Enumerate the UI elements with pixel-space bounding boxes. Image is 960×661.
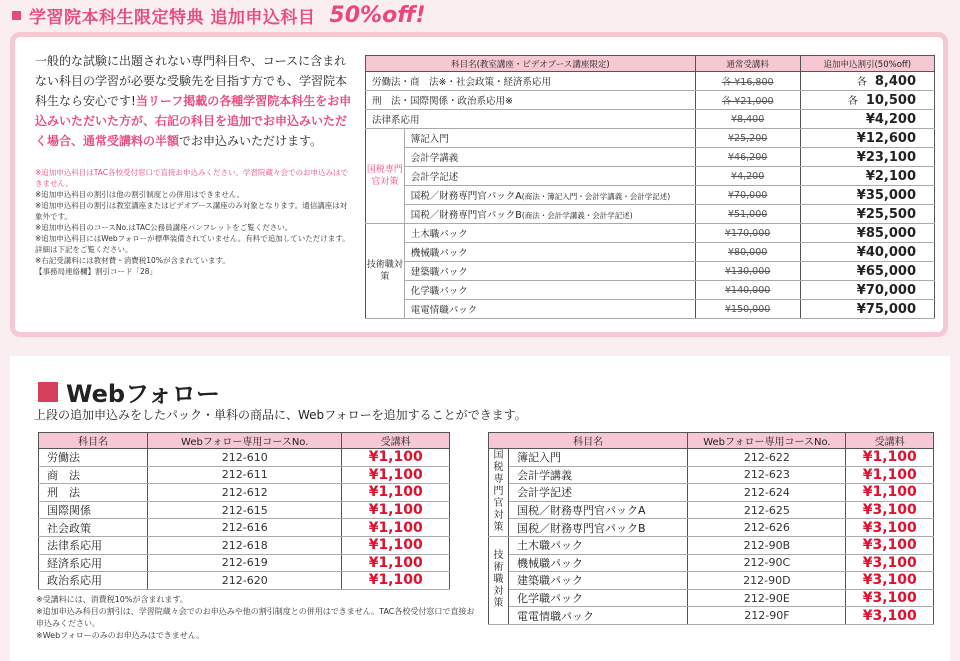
subject-note: (商法・会計学講義・会計学記述): [521, 211, 633, 220]
subject-name: 法律系応用: [39, 536, 148, 554]
table-row: [489, 501, 934, 519]
table-row: [489, 536, 934, 554]
discount-value: ¥4,200: [865, 111, 916, 127]
subject-name: 電電情職パック: [509, 607, 688, 625]
fee-value: ¥3,100: [846, 519, 934, 537]
regular-fee-value: ¥4,200: [731, 170, 765, 182]
table-row: [366, 281, 935, 300]
subject-name: [404, 148, 695, 167]
table-row: [489, 449, 934, 467]
col-header-name: 科目名(教室講座・ビデオブース講座限定): [366, 56, 696, 72]
table-row: [366, 148, 935, 167]
subject-name: [404, 243, 695, 262]
discount-fee: ¥70,000: [800, 281, 934, 300]
course-code: 212-618: [148, 536, 342, 554]
subject-name: 刑 法・国際関係・政治系応用※: [366, 91, 696, 110]
subject-name: [404, 186, 695, 205]
subject-name: [404, 300, 695, 319]
fee-value: ¥1,100: [342, 554, 450, 572]
subject-name-text: 国税／財務専門官パックA: [410, 191, 522, 202]
fee-value: ¥3,100: [846, 554, 934, 572]
group-label: 国税専門官対策: [489, 449, 509, 537]
discount-fee: ¥40,000: [800, 243, 934, 262]
subject-name: [404, 205, 695, 224]
regular-fee-value: ¥140,000: [724, 284, 771, 296]
regular-fee-value: ¥25,200: [728, 132, 768, 144]
regular-fee: [695, 205, 800, 224]
fee-value: ¥1,100: [342, 501, 450, 519]
table-row: [39, 519, 450, 537]
subject-name: 法律系応用: [366, 110, 696, 129]
fee-value: ¥1,100: [342, 519, 450, 537]
subject-name: 化学職パック: [509, 589, 688, 607]
subject-name: 簿記入門: [509, 449, 688, 467]
fee-value: ¥1,100: [846, 484, 934, 502]
web-table-right: [488, 432, 934, 625]
table-row: [39, 572, 450, 590]
subject-name: 国際関係: [39, 501, 148, 519]
discount-fee: [800, 72, 934, 91]
course-code: 212-619: [148, 554, 342, 572]
col-header-fee: 受講料: [342, 433, 450, 449]
subject-name: [404, 167, 695, 186]
regular-fee-value: ¥51,000: [728, 208, 768, 220]
table-row: [366, 262, 935, 281]
each-label: 各: [847, 96, 858, 107]
title-text: 学習院本科生限定特典 追加申込科目: [29, 7, 316, 28]
course-code: 212-611: [148, 466, 342, 484]
fee-value: ¥1,100: [342, 449, 450, 467]
fee-value: ¥3,100: [846, 572, 934, 590]
col-header-discount: 追加申込割引(50%off): [800, 56, 934, 72]
discount-fee: ¥12,600: [800, 129, 934, 148]
fee-value: ¥3,100: [846, 589, 934, 607]
regular-fee: [695, 243, 800, 262]
table-row: [489, 572, 934, 590]
fee-value: ¥1,100: [846, 466, 934, 484]
fee-value: ¥1,100: [342, 466, 450, 484]
subject-name: 商 法: [39, 466, 148, 484]
table-row: [366, 72, 935, 91]
each-label: 各: [856, 77, 867, 88]
subject-name-text: 電電情職パック: [410, 305, 478, 316]
page-title: [12, 2, 426, 28]
subject-name: 刑 法: [39, 484, 148, 502]
table-row: [366, 129, 935, 148]
fee-value: ¥3,100: [846, 501, 934, 519]
subject-name-text: 会計学記述: [410, 172, 459, 183]
course-code: 212-615: [148, 501, 342, 519]
discount-fee: ¥65,000: [800, 262, 934, 281]
regular-fee: [695, 281, 800, 300]
group-label: 技術職対策: [489, 536, 509, 624]
group-label: 国税専門官対策: [366, 129, 405, 224]
table-row: [39, 501, 450, 519]
table-row: [366, 110, 935, 129]
discount-fee: ¥35,000: [800, 186, 934, 205]
table-row: [366, 186, 935, 205]
regular-fee: [695, 110, 800, 129]
regular-fee: [695, 262, 800, 281]
table-row: [489, 484, 934, 502]
table-row: [489, 466, 934, 484]
subject-name: [404, 129, 695, 148]
course-code: 212-625: [688, 501, 846, 519]
discount-fee: ¥85,000: [800, 224, 934, 243]
regular-fee: [695, 129, 800, 148]
subject-name: 政治系応用: [39, 572, 148, 590]
course-code: 212-90F: [688, 607, 846, 625]
subject-name-text: 建築職パック: [410, 267, 468, 278]
course-code: 212-90C: [688, 554, 846, 572]
regular-fee: [695, 224, 800, 243]
subject-name: 労働法: [39, 449, 148, 467]
table-row: [489, 589, 934, 607]
web-table-left: [38, 432, 450, 590]
subject-note: (商法・簿記入門・会計学講義・会計学記述): [521, 192, 671, 201]
course-code: 212-623: [688, 466, 846, 484]
course-code: 212-620: [148, 572, 342, 590]
table-row: [39, 466, 450, 484]
table-row: [366, 243, 935, 262]
discount-value: 10,500: [865, 93, 916, 108]
subject-name: 建築職パック: [509, 572, 688, 590]
regular-fee-value: 各 ¥21,000: [721, 96, 774, 107]
subject-name-text: 簿記入門: [410, 134, 449, 145]
subject-name-text: 会計学講義: [410, 153, 459, 164]
subject-name: 経済系応用: [39, 554, 148, 572]
col-header-regular: 通常受講料: [695, 56, 800, 72]
course-code: 212-90D: [688, 572, 846, 590]
discount-fee: ¥23,100: [800, 148, 934, 167]
regular-fee-value: ¥170,000: [724, 227, 771, 239]
col-header-code: Webフォロー専用コースNo.: [148, 433, 342, 449]
table-row: [366, 167, 935, 186]
square-icon: [38, 382, 58, 402]
subject-name: 労働法・商 法※・社会政策・経済系応用: [366, 72, 696, 91]
table-row: [39, 536, 450, 554]
subject-name-text: 国税／財務専門官パックB: [410, 210, 522, 221]
discount-fee: [800, 91, 934, 110]
table-row: [39, 484, 450, 502]
table-row: [489, 607, 934, 625]
table-row: [489, 554, 934, 572]
web-follow-panel: [10, 356, 950, 661]
subject-name-text: 機械職パック: [410, 248, 468, 259]
course-code: 212-626: [688, 519, 846, 537]
table-row: [366, 91, 935, 110]
course-code: 212-610: [148, 449, 342, 467]
subject-name: 機械職パック: [509, 554, 688, 572]
subject-name-text: 化学職パック: [410, 286, 468, 297]
regular-fee: [695, 91, 800, 110]
table-row: [39, 554, 450, 572]
subject-name: 社会政策: [39, 519, 148, 537]
discount-fee: ¥2,100: [800, 167, 934, 186]
discount-fee: [800, 110, 934, 129]
table-row: [366, 205, 935, 224]
regular-fee-value: ¥70,000: [728, 189, 768, 201]
course-code: 212-90B: [688, 536, 846, 554]
subject-name: 土木職パック: [509, 536, 688, 554]
intro-text: 一般的な試験に出題されない専門科目や、コースに含まれない科目の学習が必要な受験先を目指す方でも、学習院本科生なら安心です!当リーフ掲載の各種学習院本科生をお申込みいただいた方が、右記の科目を追加でお申込みいただく場合、通常受講料の半額でお申込みいただけます。: [35, 54, 352, 148]
title-highlight: 50%off!: [329, 2, 426, 28]
col-header-name: 科目名: [39, 433, 148, 449]
col-header-code: Webフォロー専用コースNo.: [688, 433, 846, 449]
regular-fee-value: ¥8,400: [731, 113, 765, 125]
notes-list: ※追加申込科目はTAC各校受付窓口で直接お申込みください。学習院蔵々会でのお申込みはできません。 ※追加申込科目の割引は他の割引制度との併用はできません。 ※追加申込科目の割引は教室講座またはビデオブース講座のみ対象となります。通信講座は対象外です。 ※追加申込科目のコースNo.はTAC公務員講座パンフレットをご覧ください。 ※追加申込科目にはWebフォローが標準装備されていません。有料で追加していただけます。詳細は下記をご覧ください。 ※右記受講料には教材費・消費税10%が含まれています。 【事務局連絡欄】割引コード「28」: [35, 168, 350, 276]
discount-table: [365, 55, 935, 319]
regular-fee: [695, 148, 800, 167]
title-bullet-icon: [12, 11, 21, 20]
web-description: 上段の追加申込みをしたパック・単科の商品に、Webフォローを追加することができます。: [34, 408, 527, 422]
course-code: 212-624: [688, 484, 846, 502]
table-row: [366, 224, 935, 243]
table-row: [489, 519, 934, 537]
course-code: 212-616: [148, 519, 342, 537]
table-row: [39, 449, 450, 467]
discount-panel: [10, 32, 948, 337]
fee-value: ¥3,100: [846, 607, 934, 625]
subject-name: 会計学記述: [509, 484, 688, 502]
subject-name: [404, 224, 695, 243]
course-code: 212-612: [148, 484, 342, 502]
fee-value: ¥1,100: [342, 484, 450, 502]
subject-name: 国税／財務専門官パックB: [509, 519, 688, 537]
discount-fee: ¥75,000: [800, 300, 934, 319]
group-label: 技術職対策: [366, 224, 405, 319]
subject-name-text: 土木職パック: [410, 229, 468, 240]
regular-fee-value: ¥150,000: [724, 303, 771, 315]
table-row: [366, 300, 935, 319]
regular-fee: [695, 186, 800, 205]
discount-value: 8,400: [874, 74, 916, 89]
fee-value: ¥1,100: [342, 572, 450, 590]
col-header-fee: 受講料: [846, 433, 934, 449]
subject-name: [404, 281, 695, 300]
subject-name: 会計学講義: [509, 466, 688, 484]
fee-value: ¥3,100: [846, 536, 934, 554]
fee-value: ¥1,100: [846, 449, 934, 467]
web-title: Webフォロー: [38, 374, 220, 409]
regular-fee-value: ¥130,000: [724, 265, 771, 277]
subject-name: 国税／財務専門官パックA: [509, 501, 688, 519]
col-header-name: 科目名: [489, 433, 688, 449]
regular-fee: [695, 72, 800, 91]
regular-fee-value: ¥46,200: [728, 151, 768, 163]
course-code: 212-622: [688, 449, 846, 467]
discount-fee: ¥25,500: [800, 205, 934, 224]
subject-name: [404, 262, 695, 281]
regular-fee: [695, 300, 800, 319]
regular-fee: [695, 167, 800, 186]
fee-value: ¥1,100: [342, 536, 450, 554]
regular-fee-value: 各 ¥16,800: [721, 77, 774, 88]
course-code: 212-90E: [688, 589, 846, 607]
regular-fee-value: ¥80,000: [728, 246, 768, 258]
web-notes: ※受講料には、消費税10%が含まれます。 ※追加申込み科目の割引は、学習院蔵々会でのお申込みや他の割引制度との併用はできません。TAC各校受付窓口で直接お申込みください。 ※Webフォローのみのお申込みはできません。: [36, 595, 475, 640]
